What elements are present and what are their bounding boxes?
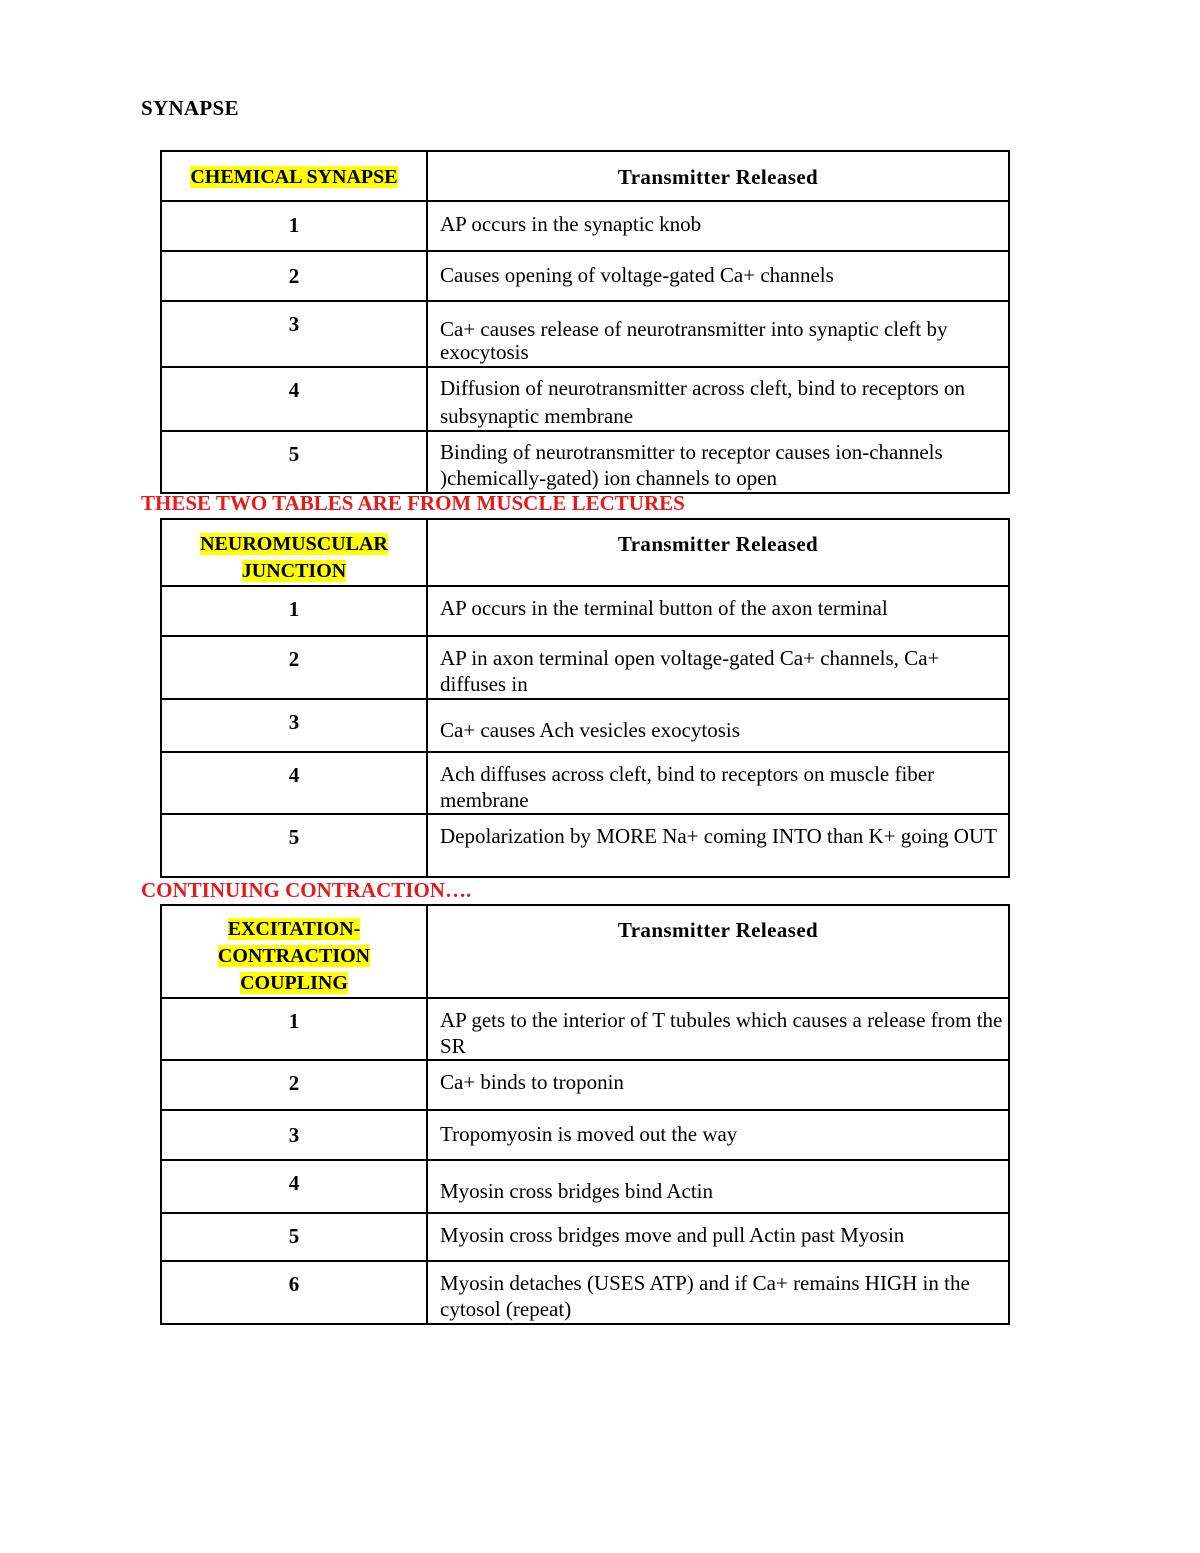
table-header-right-cell: Transmitter Released	[427, 519, 1009, 586]
table-header-right-cell: Transmitter Released	[427, 151, 1009, 201]
step-number: 3	[161, 1110, 427, 1160]
step-description: Binding of neurotransmitter to receptor causes ion-channels )chemically-gated) ion channels to open	[427, 431, 1009, 493]
step-description: Myosin cross bridges move and pull Actin past Myosin	[427, 1213, 1009, 1261]
excitation-heading-line1: EXCITATION-	[227, 918, 361, 940]
excitation-heading-line3: COUPLING	[240, 972, 348, 994]
table-row	[161, 367, 1009, 431]
step-number: 5	[161, 431, 427, 493]
table-header-left-cell	[161, 905, 427, 998]
table-row	[161, 251, 1009, 301]
table-row	[161, 1261, 1009, 1324]
step-description: Myosin cross bridges bind Actin	[427, 1160, 1009, 1213]
neuromuscular-junction-table	[160, 518, 1010, 878]
table-header-left-cell	[161, 519, 427, 586]
step-description: Ca+ causes release of neurotransmitter into synaptic cleft by exocytosis	[427, 301, 1009, 367]
step-number: 4	[161, 367, 427, 431]
table-row	[161, 1213, 1009, 1261]
table-row	[161, 301, 1009, 367]
table-header-row	[161, 151, 1009, 201]
step-number: 2	[161, 251, 427, 301]
excitation-heading-line2: CONTRACTION	[217, 945, 371, 967]
step-description: Myosin detaches (USES ATP) and if Ca+ remains HIGH in the cytosol (repeat)	[427, 1261, 1009, 1324]
step-description: AP in axon terminal open voltage-gated Ca+ channels, Ca+ diffuses in	[427, 636, 1009, 699]
table-row	[161, 586, 1009, 636]
step-number: 3	[161, 699, 427, 752]
step-description: Ca+ binds to troponin	[427, 1060, 1009, 1110]
table-row	[161, 1060, 1009, 1110]
table-row	[161, 814, 1009, 877]
muscle-lectures-note: THESE TWO TABLES ARE FROM MUSCLE LECTURES	[141, 491, 685, 515]
table-row	[161, 752, 1009, 814]
table-row	[161, 636, 1009, 699]
neuromuscular-heading-line2: JUNCTION	[241, 560, 347, 582]
step-number: 5	[161, 1213, 427, 1261]
table-header-left-cell	[161, 151, 427, 201]
step-description: Depolarization by MORE Na+ coming INTO than K+ going OUT	[427, 814, 1009, 877]
step-description: Causes opening of voltage-gated Ca+ channels	[427, 251, 1009, 301]
step-number: 1	[161, 998, 427, 1060]
table-row	[161, 201, 1009, 251]
table-header-right-cell: Transmitter Released	[427, 905, 1009, 998]
step-description: AP occurs in the synaptic knob	[427, 201, 1009, 251]
table-row	[161, 431, 1009, 493]
step-number: 5	[161, 814, 427, 877]
table-header-row	[161, 905, 1009, 998]
step-number: 4	[161, 752, 427, 814]
page-title: SYNAPSE	[141, 96, 239, 120]
continuing-contraction-note: CONTINUING CONTRACTION….	[141, 878, 472, 902]
table-row	[161, 998, 1009, 1060]
chemical-synapse-table	[160, 150, 1010, 494]
excitation-contraction-table	[160, 904, 1010, 1325]
step-description: Diffusion of neurotransmitter across cleft, bind to receptors on subsynaptic membrane	[427, 367, 1009, 431]
step-number: 6	[161, 1261, 427, 1324]
step-number: 1	[161, 201, 427, 251]
step-number: 2	[161, 636, 427, 699]
step-description: Ca+ causes Ach vesicles exocytosis	[427, 699, 1009, 752]
chemical-synapse-heading: CHEMICAL SYNAPSE	[190, 166, 398, 188]
step-description: AP occurs in the terminal button of the axon terminal	[427, 586, 1009, 636]
step-number: 1	[161, 586, 427, 636]
table-header-row	[161, 519, 1009, 586]
step-number: 2	[161, 1060, 427, 1110]
step-number: 3	[161, 301, 427, 367]
table-row	[161, 1110, 1009, 1160]
neuromuscular-heading-line1: NEUROMUSCULAR	[200, 533, 388, 555]
table-row	[161, 699, 1009, 752]
step-number: 4	[161, 1160, 427, 1213]
step-description: Tropomyosin is moved out the way	[427, 1110, 1009, 1160]
table-row	[161, 1160, 1009, 1213]
step-description: Ach diffuses across cleft, bind to receptors on muscle fiber membrane	[427, 752, 1009, 814]
step-description: AP gets to the interior of T tubules which causes a release from the SR	[427, 998, 1009, 1060]
